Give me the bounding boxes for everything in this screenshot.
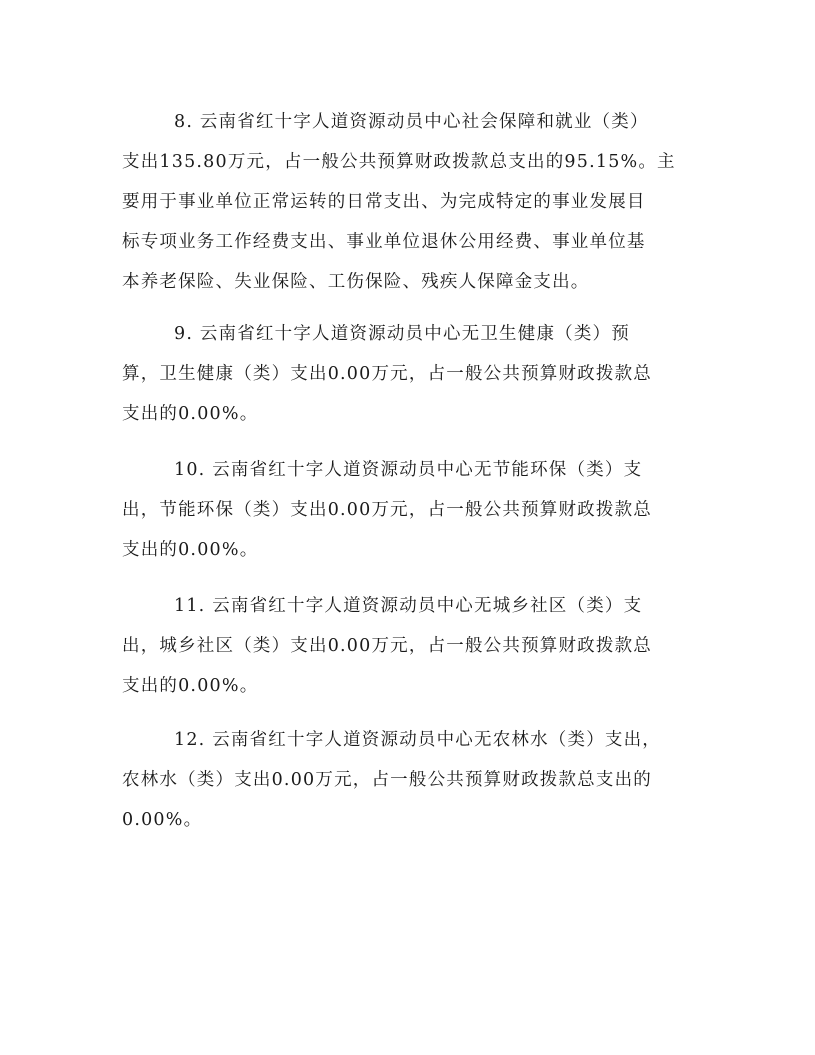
paragraph-line: 标专项业务工作经费支出、事业单位退休公用经费、事业单位基 [122,232,646,252]
paragraph-line: 0.00%。 [122,810,203,830]
paragraph-line: 本养老保险、失业保险、工伤保险、残疾人保障金支出。 [122,272,590,292]
paragraph-item-12 [122,720,694,840]
paragraph-line: 12. 云南省红十字人道资源动员中心无农林水（类）支出， [174,730,661,750]
paragraph-line: 支出135.80万元，占一般公共预算财政拨款总支出的95.15%。主 [122,152,676,172]
paragraph-line: 9. 云南省红十字人道资源动员中心无卫生健康（类）预 [174,324,630,344]
paragraph-line: 支出的0.00%。 [122,404,259,424]
paragraph-line: 11. 云南省红十字人道资源动员中心无城乡社区（类）支 [174,596,643,616]
paragraph-line: 支出的0.00%。 [122,676,259,696]
paragraph-line: 出，节能环保（类）支出0.00万元，占一般公共预算财政拨款总 [122,500,652,520]
paragraph-item-8 [122,102,694,302]
paragraph-item-11 [122,586,694,706]
paragraph-line: 算，卫生健康（类）支出0.00万元，占一般公共预算财政拨款总 [122,364,652,384]
paragraph-item-9 [122,314,694,434]
paragraph-line: 要用于事业单位正常运转的日常支出、为完成特定的事业发展目 [122,192,646,212]
paragraph-line: 出，城乡社区（类）支出0.00万元，占一般公共预算财政拨款总 [122,636,652,656]
paragraph-line: 10. 云南省红十字人道资源动员中心无节能环保（类）支 [174,460,643,480]
paragraph-item-10 [122,450,694,570]
paragraph-line: 8. 云南省红十字人道资源动员中心社会保障和就业（类） [174,112,649,132]
paragraph-line: 农林水（类）支出0.00万元，占一般公共预算财政拨款总支出的 [122,770,652,790]
paragraph-line: 支出的0.00%。 [122,540,259,560]
